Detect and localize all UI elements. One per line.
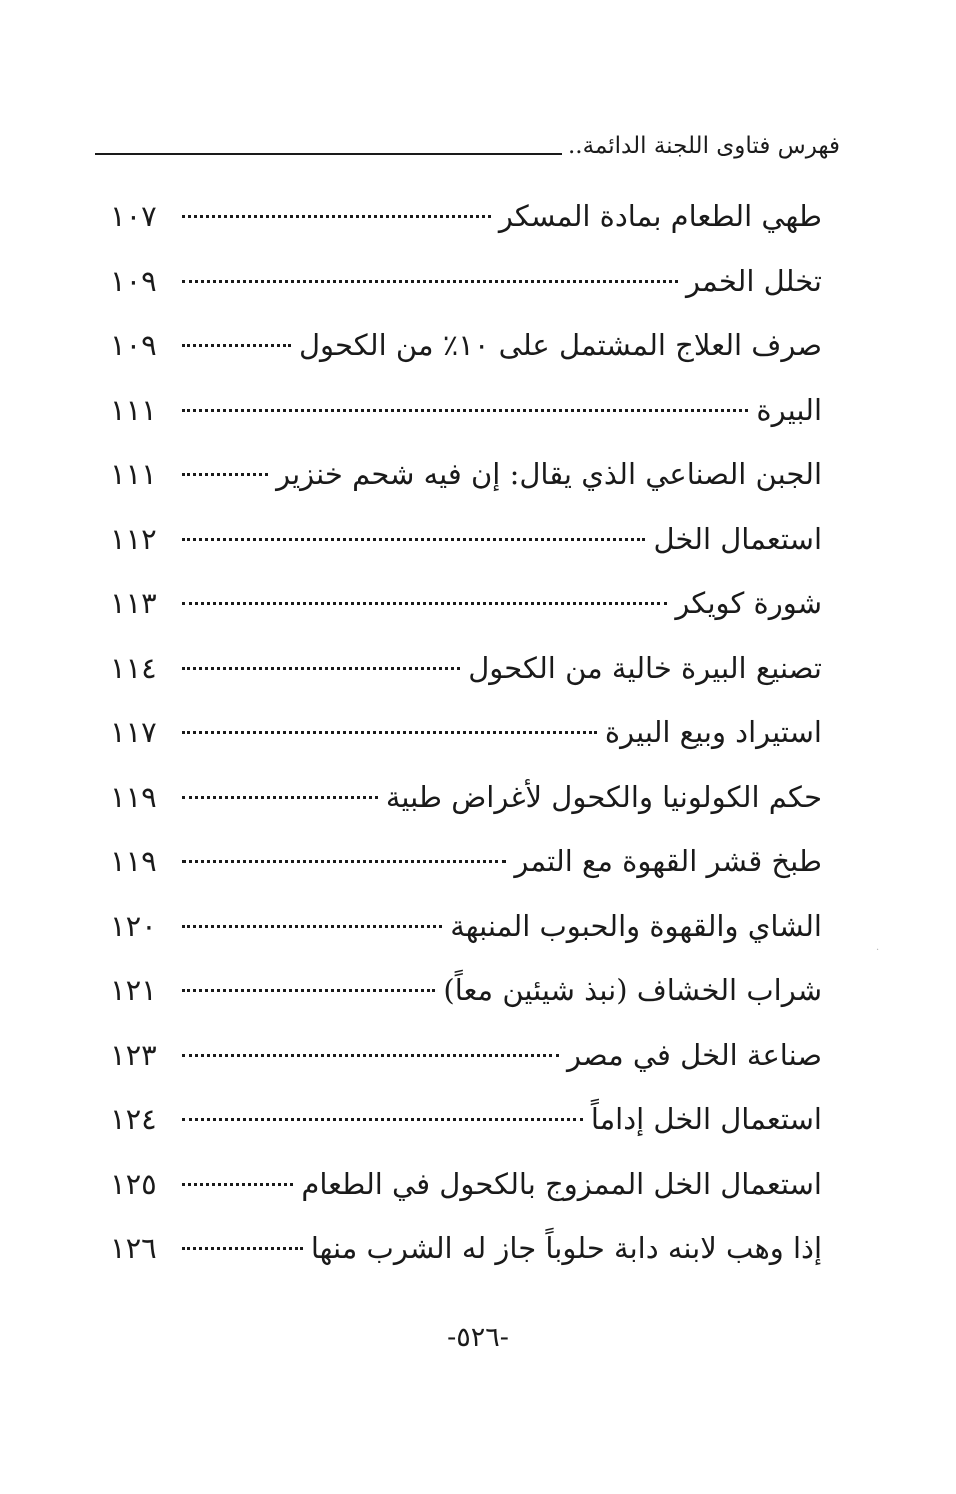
toc-entry-page: ١٢١ xyxy=(110,973,157,1007)
toc-entry xyxy=(110,962,822,1027)
toc-entry xyxy=(110,575,822,640)
toc-entry xyxy=(110,1027,822,1092)
toc-entry-title: شورة كويكر xyxy=(675,586,822,620)
toc-entry xyxy=(110,188,822,253)
toc-leader-dots xyxy=(182,408,748,412)
toc-entry-title: إذا وهب لابنه دابة حلوباً جاز له الشرب منها xyxy=(310,1231,822,1265)
toc-entry-title: شراب الخشاف (نبذ شيئين معاً) xyxy=(443,973,822,1007)
toc-leader-dots xyxy=(182,1117,583,1121)
toc-entry-title: الجبن الصناعي الذي يقال: إن فيه شحم خنزير xyxy=(276,457,822,491)
toc-entry-page: ١١٩ xyxy=(110,844,157,878)
toc-entry-title: البيرة xyxy=(756,392,822,427)
toc-entry-title: تصنيع البيرة خالية من الكحول xyxy=(468,650,822,685)
toc-entry-page: ١١٤ xyxy=(110,650,157,685)
toc-entry-title: حكم الكولونيا والكحول لأغراض طبية xyxy=(385,779,822,814)
toc-entry xyxy=(110,833,822,898)
toc-entry-title: طهي الطعام بمادة المسكر xyxy=(498,199,822,233)
toc-entry xyxy=(110,1220,822,1285)
toc-entry xyxy=(110,446,822,511)
toc-leader-dots xyxy=(182,795,378,799)
toc-leader-dots xyxy=(182,601,667,605)
toc-entry-page: ١١٧ xyxy=(110,715,157,749)
toc-leader-dots xyxy=(182,343,291,347)
toc-entry-page: ١١٣ xyxy=(110,586,157,620)
toc-entry xyxy=(110,640,822,705)
toc-leader-dots xyxy=(182,666,460,670)
toc-entry-page: ١٠٧ xyxy=(110,199,157,233)
toc-entry-page: ١١٩ xyxy=(110,779,157,814)
toc-entry-page: ١٢٦ xyxy=(110,1231,157,1265)
toc-leader-dots xyxy=(182,537,645,541)
running-header xyxy=(95,128,840,168)
toc-entry-title: استعمال الخل إداماً xyxy=(590,1102,822,1136)
toc-leader-dots xyxy=(182,279,678,283)
toc-leader-dots xyxy=(182,1053,559,1057)
toc-entry-page: ١٢٠ xyxy=(110,908,157,943)
toc-entry-page: ١١١ xyxy=(110,457,157,491)
table-of-contents xyxy=(110,188,822,1285)
toc-entry-title: صناعة الخل في مصر xyxy=(566,1037,822,1072)
toc-entry-page: ١٢٣ xyxy=(110,1037,157,1072)
toc-entry xyxy=(110,317,822,382)
toc-entry xyxy=(110,704,822,769)
toc-entry xyxy=(110,1156,822,1221)
toc-entry-page: ١٢٥ xyxy=(110,1166,157,1201)
toc-entry-title: استيراد وبيع البيرة xyxy=(604,715,822,749)
toc-entry xyxy=(110,511,822,576)
toc-leader-dots xyxy=(182,1246,303,1250)
scan-speck: · xyxy=(876,945,880,956)
toc-entry-title: طبخ قشر القهوة مع التمر xyxy=(514,844,822,878)
toc-leader-dots xyxy=(182,988,435,992)
toc-entry-title: صرف العلاج المشتمل على ١٠٪ من الكحول xyxy=(298,328,822,362)
toc-leader-dots xyxy=(182,859,506,863)
toc-entry xyxy=(110,769,822,834)
toc-entry-title: تخلل الخمر xyxy=(686,263,822,298)
toc-leader-dots xyxy=(182,730,597,734)
page-number: -٥٢٦- xyxy=(447,1322,509,1353)
toc-entry xyxy=(110,1091,822,1156)
toc-entry-page: ١٠٩ xyxy=(110,263,157,298)
toc-entry-title: استعمال الخل xyxy=(653,521,822,556)
toc-leader-dots xyxy=(182,214,491,218)
toc-entry-page: ١٢٤ xyxy=(110,1102,157,1136)
toc-leader-dots xyxy=(182,1182,293,1186)
toc-entry xyxy=(110,898,822,963)
header-title: فهرس فتاوى اللجنة الدائمة.. xyxy=(562,128,840,164)
toc-entry xyxy=(110,382,822,447)
toc-entry-page: ١١١ xyxy=(110,392,157,427)
toc-entry-title: استعمال الخل الممزوج بالكحول في الطعام xyxy=(301,1166,822,1201)
toc-entry-title: الشاي والقهوة والحبوب المنبهة xyxy=(450,908,822,943)
toc-leader-dots xyxy=(182,924,442,928)
toc-entry-page: ١٠٩ xyxy=(110,328,157,362)
toc-leader-dots xyxy=(182,472,268,476)
toc-entry-page: ١١٢ xyxy=(110,521,157,556)
toc-entry xyxy=(110,253,822,318)
